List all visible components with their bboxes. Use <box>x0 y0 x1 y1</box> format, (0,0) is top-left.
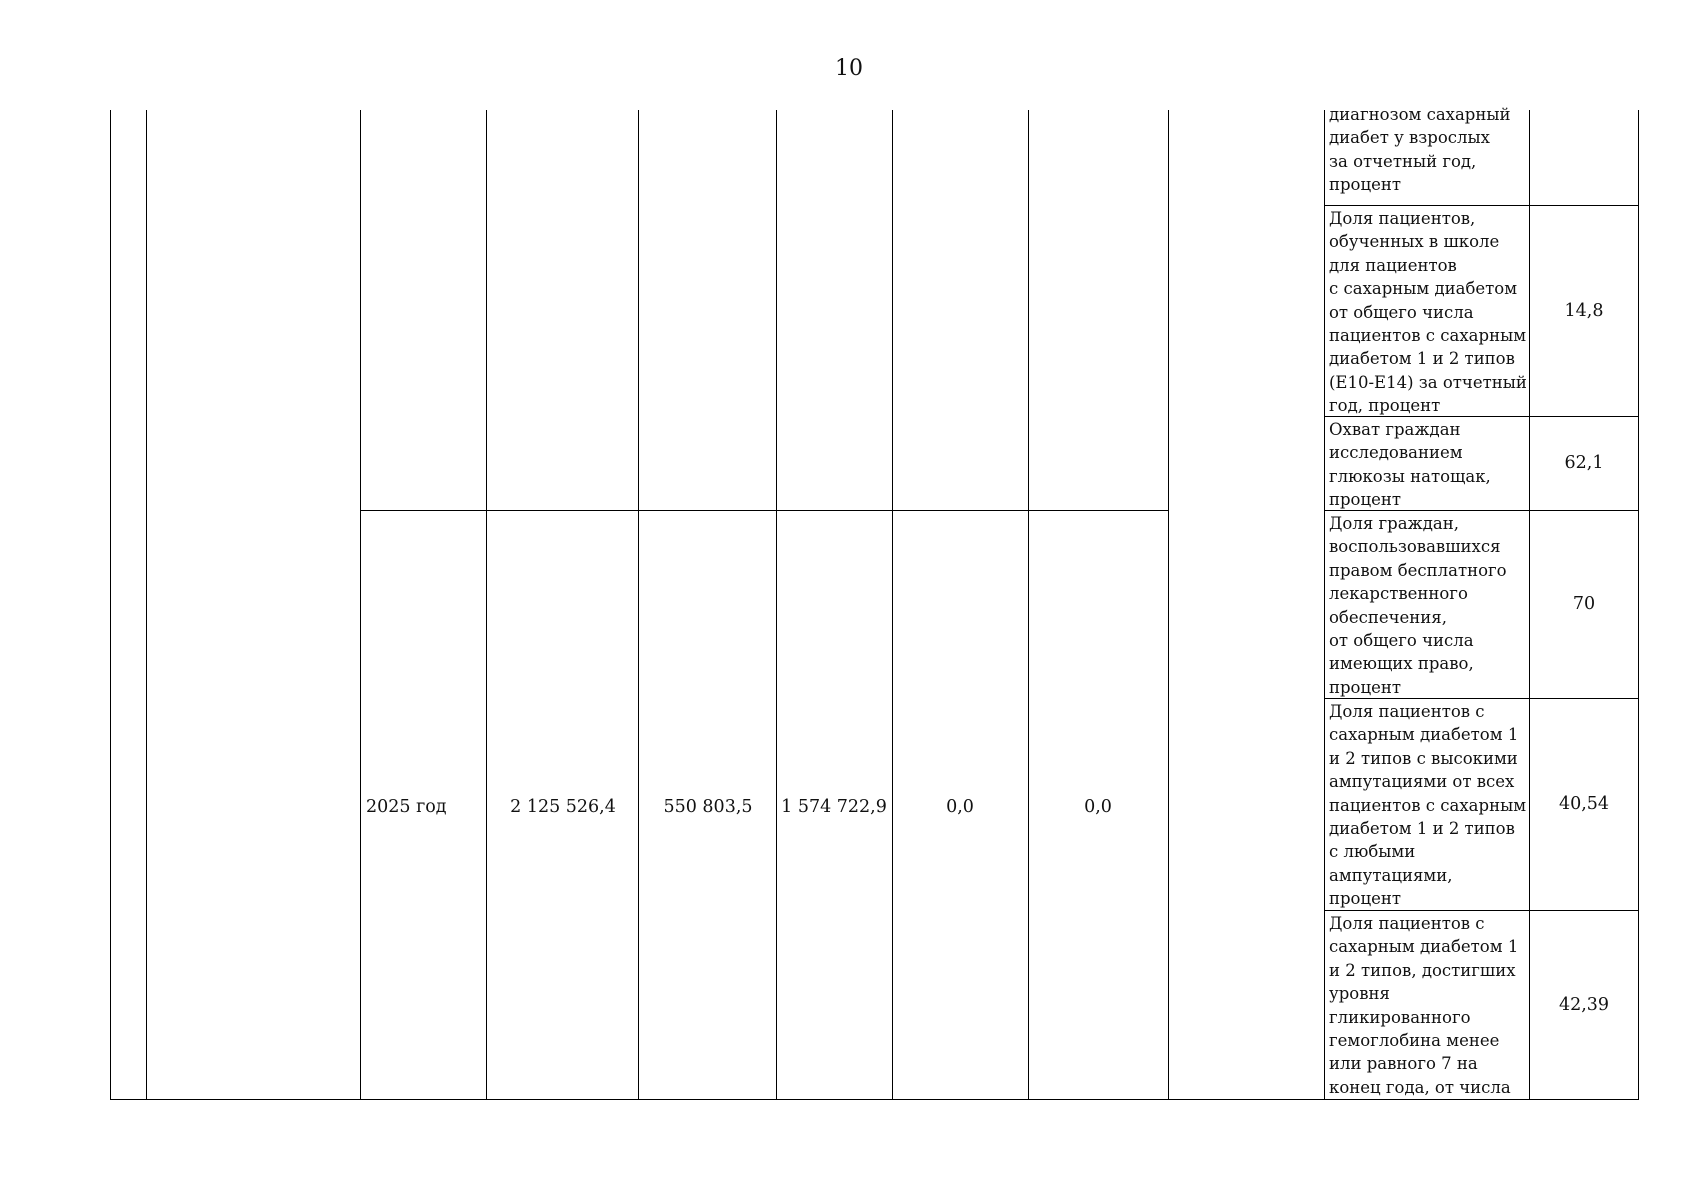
indicator-name-line: Доля пациентов с <box>1329 702 1485 721</box>
indicator-name-line: от общего числа <box>1329 302 1474 322</box>
indicator-name-line: (E10-E14) за отчетный <box>1329 372 1527 392</box>
row-divider-2025 <box>360 510 1168 511</box>
indicator-name-line: глюкозы натощак, <box>1329 466 1491 486</box>
indicator-name-line: диабетом 1 и 2 типов <box>1329 349 1515 369</box>
indicator-name <box>1329 512 1507 699</box>
indicator-name <box>1329 418 1491 512</box>
indicator-name-line: диабетом 1 и 2 типов <box>1329 819 1515 839</box>
indicator-name-line: обеспечения, <box>1329 607 1447 627</box>
indicator-name-line: с любыми <box>1329 842 1416 862</box>
indicator-name-line: гемоглобина менее <box>1329 1031 1500 1051</box>
indicator-name-line: пациентов с сахарным <box>1329 795 1527 815</box>
indicator-name-line: процент <box>1329 677 1401 697</box>
indicator-name-line: правом бесплатного <box>1329 560 1507 580</box>
indicator-name-line: за отчетный год, <box>1329 151 1477 171</box>
column-divider <box>892 110 893 1100</box>
indicator-value: 42,39 <box>1558 994 1610 1015</box>
column-divider <box>1529 110 1530 1100</box>
indicator-name-line: диагнозом сахарный <box>1329 105 1511 124</box>
indicator-name-line: лекарственного <box>1329 584 1468 604</box>
indicator-name-line: конец года, от числа <box>1329 1077 1511 1097</box>
indicator-name <box>1329 207 1527 418</box>
extra-amount: 0,0 <box>1084 797 1112 817</box>
indicator-name-line: процент <box>1329 490 1401 510</box>
indicator-name-line: диабет у взрослых <box>1329 128 1490 148</box>
indicator-name-line: Охват граждан <box>1329 420 1461 439</box>
indicator-name-line: или равного 7 на <box>1329 1054 1478 1074</box>
indicator-name <box>1329 700 1526 911</box>
indicator-name-line: с сахарным диабетом <box>1329 279 1518 299</box>
indicator-name-line: для пациентов <box>1329 255 1457 275</box>
year-cell: 2025 год <box>366 797 447 817</box>
table-border-right <box>1638 110 1639 1100</box>
indicator-name-line: сахарным диабетом 1 <box>1329 725 1519 745</box>
indicator-name-line: имеющих право, <box>1329 654 1474 674</box>
total-amount: 2 125 526,4 <box>510 797 616 817</box>
page-number: 10 <box>835 56 863 81</box>
indicator-name-line: сахарным диабетом 1 <box>1329 937 1519 957</box>
indicator-name-line: воспользовавшихся <box>1329 537 1501 557</box>
federal-amount: 550 803,5 <box>663 797 753 817</box>
indicator-name-line: Доля граждан, <box>1329 514 1459 533</box>
indicator-name <box>1329 103 1511 197</box>
column-divider <box>360 110 361 1100</box>
column-divider <box>486 110 487 1100</box>
column-divider <box>638 110 639 1100</box>
column-divider <box>1028 110 1029 1100</box>
column-divider <box>146 110 147 1100</box>
indicator-name-line: Доля пациентов, <box>1329 209 1476 228</box>
indicator-value: 40,54 <box>1558 794 1610 814</box>
column-divider <box>1324 110 1325 1100</box>
indicator-name-line: год, процент <box>1329 396 1441 416</box>
indicator-name-line: процент <box>1329 889 1401 909</box>
indicator-name <box>1329 912 1518 1099</box>
budget-table <box>110 105 1639 1100</box>
column-divider <box>776 110 777 1100</box>
indicator-name-line: и 2 типов с высокими <box>1329 748 1518 768</box>
indicator-name-line: обученных в школе <box>1329 232 1500 252</box>
regional-amount: 1 574 722,9 <box>781 797 887 817</box>
indicator-name-line: уровня <box>1329 984 1390 1004</box>
indicator-name-line: ампутациями от всех <box>1329 772 1515 792</box>
local-amount: 0,0 <box>946 797 974 817</box>
indicator-name-line: пациентов с сахарным <box>1329 326 1527 346</box>
column-divider <box>1168 110 1169 1100</box>
indicator-name-line: ампутациями, <box>1329 865 1453 885</box>
indicator-value: 62,1 <box>1564 453 1604 473</box>
indicator-value: 70 <box>1572 594 1596 614</box>
indicator-name-line: от общего числа <box>1329 631 1474 651</box>
indicator-name-line: и 2 типов, достигших <box>1329 960 1516 980</box>
indicator-name-line: процент <box>1329 175 1401 195</box>
indicator-name-line: Доля пациентов с <box>1329 914 1485 933</box>
indicator-value: 14,8 <box>1564 300 1604 321</box>
indicator-name-line: исследованием <box>1329 443 1463 463</box>
table-border-left <box>110 110 111 1100</box>
indicator-name-line: гликированного <box>1329 1007 1471 1027</box>
